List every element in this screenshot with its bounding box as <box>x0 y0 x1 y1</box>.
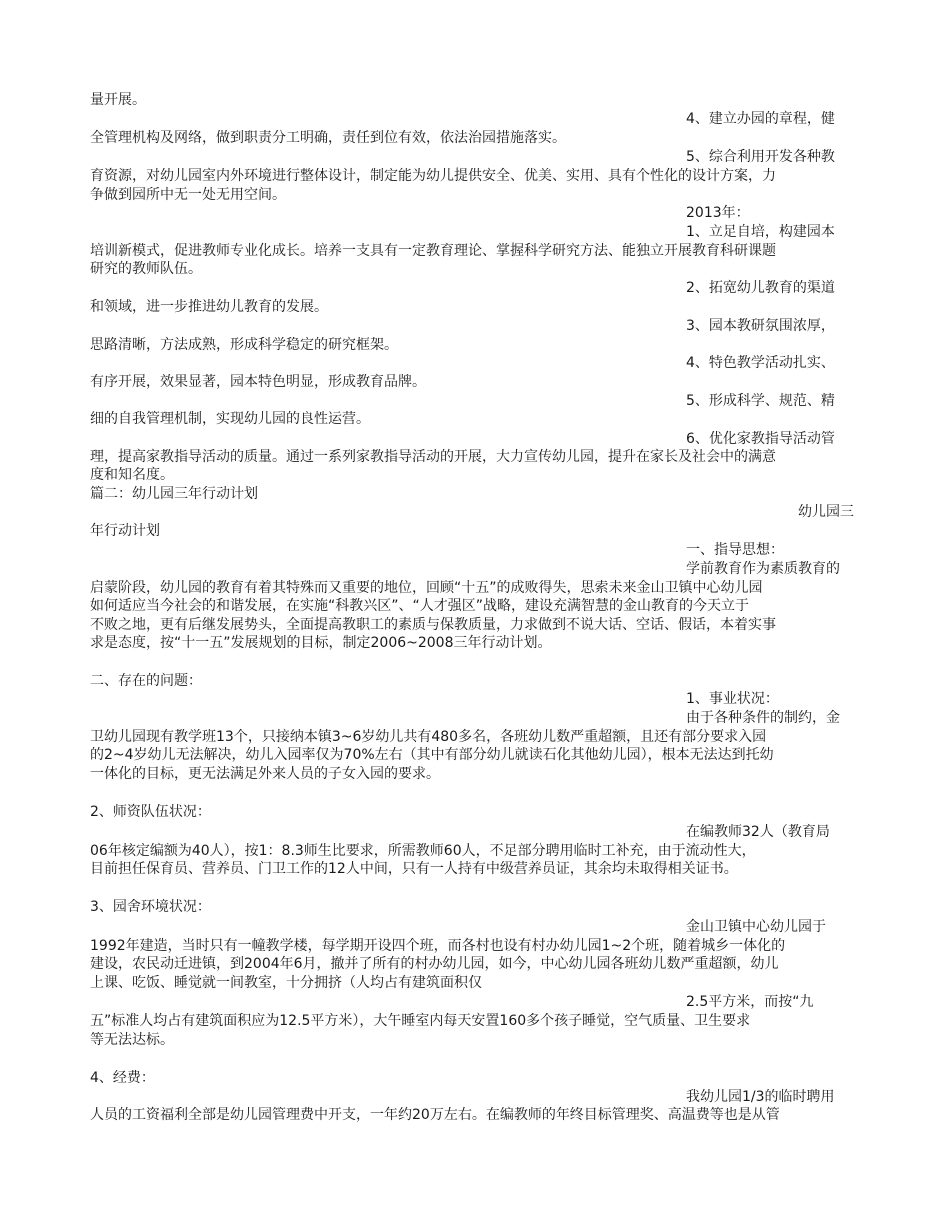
text-line: 4、经费： <box>90 1070 155 1086</box>
text-line: 一、指导思想： <box>686 542 784 558</box>
text-line: 研究的教师队伍。 <box>90 261 202 277</box>
text-line: 金山卫镇中心幼儿园于 <box>686 919 826 935</box>
text-line: 思路清晰，方法成熟，形成科学稳定的研究框架。 <box>90 337 398 353</box>
text-line: 启蒙阶段，幼儿园的教育有着其特殊而又重要的地位，回顾“十五”的成败得失，思索未来金山卫镇中心幼儿园 <box>90 580 763 596</box>
text-line: 06年核定编额为40人），按1：8.3师生比要求，所需教师60人，不足部分聘用临时工补充，由于流动性大， <box>90 843 756 859</box>
text-line: 年行动计划 <box>90 523 160 539</box>
text-line: 不败之地，更有后继发展势头，全面提高教职工的素质与保教质量，力求做到不说大话、空话、假话，本着实事 <box>90 617 776 633</box>
text-line: 在编教师32人（教育局 <box>686 824 830 840</box>
text-line: 理，提高家教指导活动的质量。通过一系列家教指导活动的开展，大力宣传幼儿园，提升在家长及社会中的满意 <box>90 449 776 465</box>
text-line: 争做到园所中无一处无用空间。 <box>90 187 286 203</box>
text-line: 2013年： <box>686 205 750 221</box>
text-line: 一体化的目标，更无法满足外来人员的子女入园的要求。 <box>90 766 440 782</box>
text-line: 的2~4岁幼儿无法解决，幼儿入园率仅为70%左右（其中有部分幼儿就读石化其他幼儿园），根本无法达到托幼 <box>90 747 774 763</box>
text-line: 和领域，进一步推进幼儿教育的发展。 <box>90 299 328 315</box>
text-line: 5、综合利用开发各种教 <box>686 149 835 165</box>
text-line: 1992年建造，当时只有一幢教学楼，每学期开设四个班，而各村也设有村办幼儿园1~2个班，随着城乡一体化的 <box>90 938 786 954</box>
text-line: 二、存在的问题： <box>90 673 202 689</box>
text-line: 度和知名度。 <box>90 467 174 483</box>
text-line: 培训新模式，促进教师专业化成长。培养一支具有一定教育理论、掌握科学研究方法、能独立开展教育科研课题 <box>90 243 776 259</box>
text-line: 量开展。 <box>90 92 146 108</box>
text-line: 1、立足自培，构建园本 <box>686 224 835 240</box>
text-line: 3、园舍环境状况： <box>90 899 211 915</box>
text-line: 2.5平方米，而按“九 <box>686 994 814 1010</box>
text-line: 由于各种条件的制约，金 <box>686 710 840 726</box>
text-line: 2、拓宽幼儿教育的渠道 <box>686 280 835 296</box>
text-line: 4、特色教学活动扎实、 <box>686 355 835 371</box>
text-line: 学前教育作为素质教育的 <box>686 561 840 577</box>
text-line: 5、形成科学、规范、精 <box>686 393 835 409</box>
text-line: 4、建立办园的章程，健 <box>686 111 835 127</box>
text-line: 五”标准人均占有建筑面积应为12.5平方米），大午睡室内每天安置160多个孩子睡觉，空气质量、卫生要求 <box>90 1013 751 1029</box>
text-line: 育资源，对幼儿园室内外环境进行整体设计，制定能为幼儿提供安全、优美、实用、具有个性化的设计方案，力 <box>90 168 776 184</box>
text-line: 细的自我管理机制，实现幼儿园的良性运营。 <box>90 411 370 427</box>
text-line: 建设，农民动迁进镇，到2004年6月，撤并了所有的村办幼儿园，如今，中心幼儿园各班幼儿数严重超额，幼儿 <box>90 956 779 972</box>
text-line: 求是态度，按“十一五”发展规划的目标，制定2006~2008三年行动计划。 <box>90 635 552 651</box>
text-line: 等无法达标。 <box>90 1032 174 1048</box>
text-line: 目前担任保育员、营养员、门卫工作的12人中间，只有一人持有中级营养员证，其余均未取得相关证书。 <box>90 861 738 877</box>
text-line: 上课、吃饭、睡觉就一间教室，十分拥挤（人均占有建筑面积仅 <box>90 975 482 991</box>
text-line: 有序开展，效果显著，园本特色明显，形成教育品牌。 <box>90 374 426 390</box>
text-line: 卫幼儿园现有教学班13个，只接纳本镇3~6岁幼儿共有480多名，各班幼儿数严重超额，且还有部分要求入园 <box>90 729 767 745</box>
text-line: 6、优化家教指导活动管 <box>686 431 835 447</box>
section-heading: 篇二：幼儿园三年行动计划 <box>90 486 258 502</box>
text-line: 1、事业状况： <box>686 691 779 707</box>
text-line: 幼儿园三 <box>798 504 854 520</box>
text-line: 人员的工资福利全部是幼儿园管理费中开支，一年约20万左右。在编教师的年终目标管理奖、高温费等也是从管 <box>90 1107 780 1123</box>
text-line: 我幼儿园1/3的临时聘用 <box>686 1089 835 1105</box>
text-line: 3、园本教研氛围浓厚， <box>686 318 835 334</box>
text-line: 2、师资队伍状况： <box>90 804 211 820</box>
text-line: 全管理机构及网络，做到职责分工明确，责任到位有效，依法治园措施落实。 <box>90 130 566 146</box>
text-line: 如何适应当今社会的和谐发展，在实施“科教兴区”、“人才强区”战略，建设充满智慧的金山教育的今天立于 <box>90 598 750 614</box>
